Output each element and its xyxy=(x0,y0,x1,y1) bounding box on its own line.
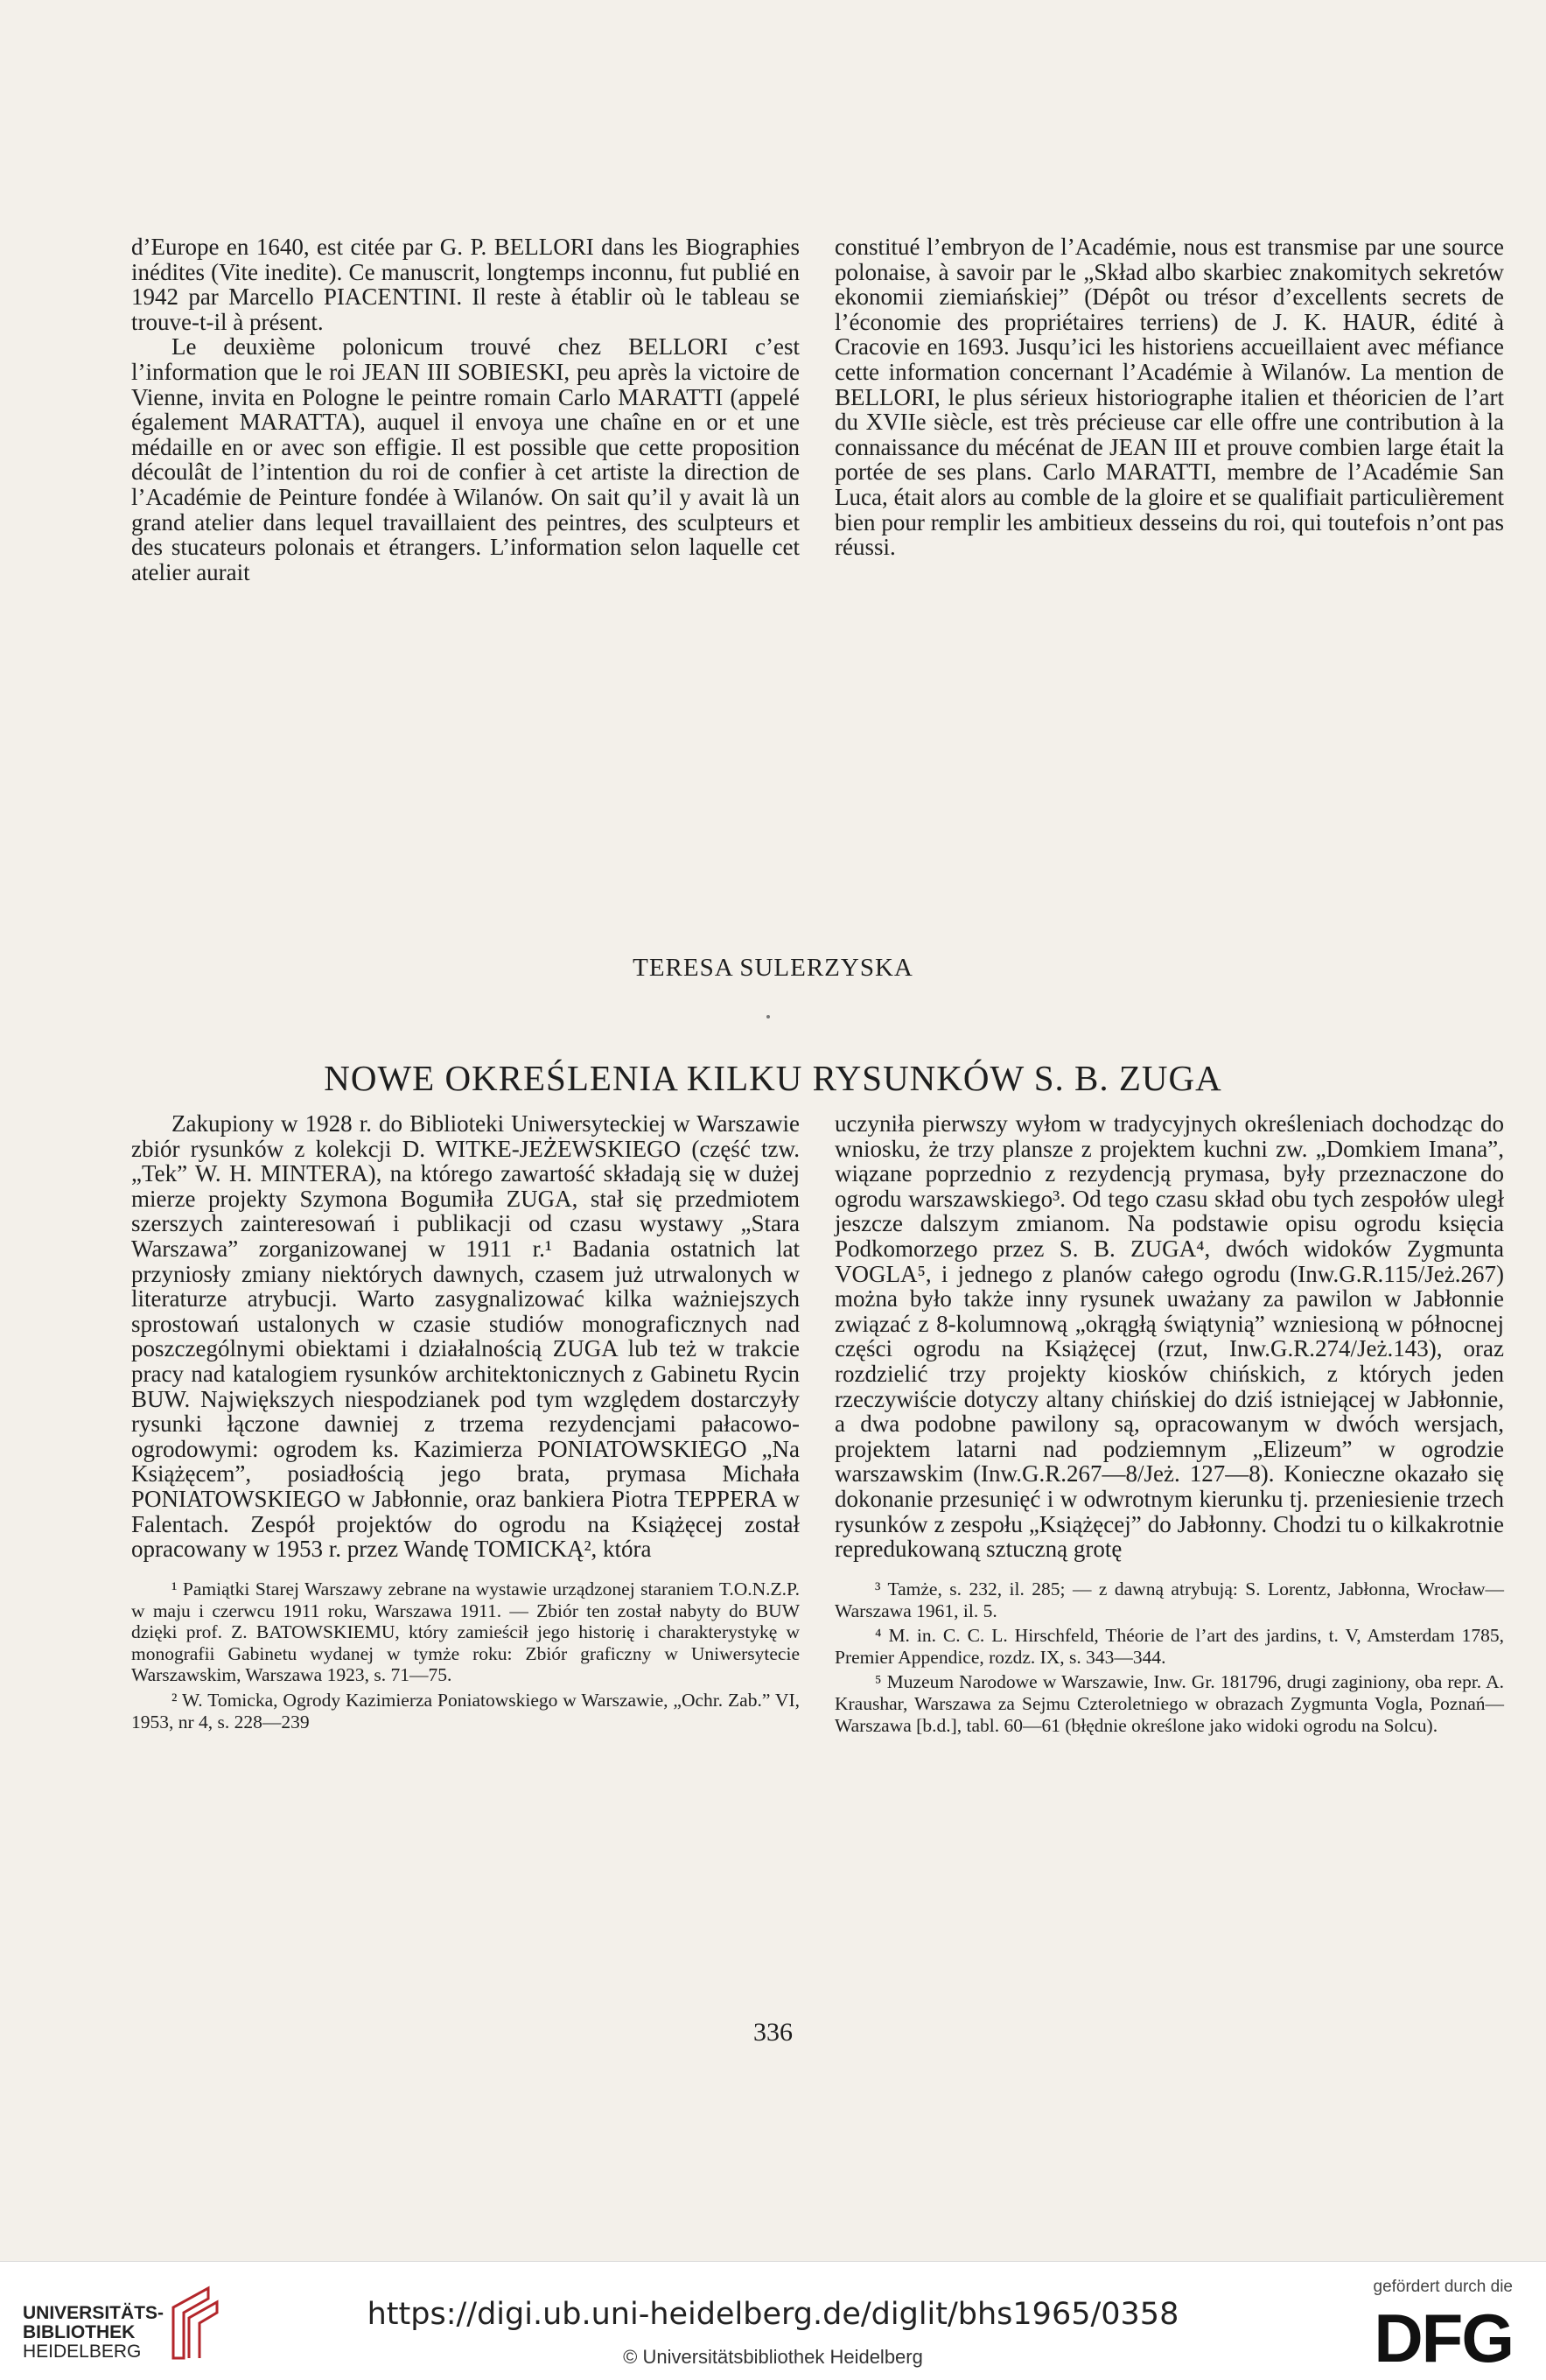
paragraph: Le deuxième polonicum trouvé chez BELLORI c’est l’information que le roi JEAN III SOBIESKI, peu après la victoire de Vienne, invita en Pologne le peintre romain Carlo MARATTI (appelé également MARATTA), auquel il envoya une chaîne en or et une médaille en or avec son effigie. Il est possible que cette proposition découlât de l’intention du roi de confier à cet artiste la direction de l’Académie de Peinture fondée à Wilanów. On sait qu’il y avait là un grand atelier dans lequel travaillaient des peintres, des sculpteurs et des stucateurs polonais et étrangers. L’information selon laquelle cet atelier aurait xyxy=(131,333,800,585)
footnote: ⁴ M. in. C. C. L. Hirschfeld, Théorie de l’art des jardins, t. V, Amsterdam 1785, Premier Appendice, rozdz. IX, s. 343—344. xyxy=(835,1625,1504,1668)
institution-line: BIBLIOTHEK xyxy=(23,2322,136,2342)
institution-line: HEIDELBERG xyxy=(23,2342,142,2362)
footnote: ⁵ Muzeum Narodowe w Warszawie, Inw. Gr. 181796, drugi zaginiony, oba repr. A. Kraushar, Warszawa za Sejmu Czteroletniego w obrazach Zygmunta Vogla, Poznań—Warszawa [b.d.], tabl. 60—61 (błędnie określone jako widoki ogrodu na Solcu). xyxy=(835,1671,1504,1736)
top-right-column xyxy=(835,234,1504,560)
paragraph: Zakupiony w 1928 r. do Biblioteki Uniwersyteckiej w Warszawie zbiór rysunków z kolekcji D. WITKE-JEŻEWSKIEGO (część tzw. „Tek” W. H. MINTERA), na którego zawartość składają się w dużej mierze projekty Szymona Bogumiła ZUGA, stał się przedmiotem szerszych zainteresowań i publikacji od czasu wystawy „Stara Warszawa” zorganizowanej w 1911 r.¹ Badania ostatnich lat przyniosły zmiany niektórych dawnych, czasem już utrwalonych w literaturze atrybucji. Warto zasygnalizować kilka ważniejszych sprostowań ustalonych w czasie studiów monograficznych nad poszczególnymi obiektami i działalnością ZUGA lub też w trakcie pracy nad katalogiem rysunków architektonicznych z Gabinetu Rycin BUW. Największych niespodzianek pod tym względem dostarczyły rysunki łączone dawniej z trzema rezydencjami pałacowo-ogrodowymi: ogrodem ks. Kazimierza PONIATOWSKIEGO „Na Książęcem”, posiadłością jego brata, prymasa Michała PONIATOWSKIEGO w Jabłonnie, oraz bankiera Piotra TEPPERA w Falentach. Zespół projektów do ogrodu na Książęcej został opracowany w 1953 r. przez Wandę TOMICKĄ², która xyxy=(131,1110,800,1563)
footnote: ² W. Tomicka, Ogrody Kazimierza Poniatowskiego w Warszawie, „Ochr. Zab.” VI, 1953, nr 4, s. 228—239 xyxy=(131,1689,800,1732)
footer-bar xyxy=(0,2261,1546,2380)
body-right-column xyxy=(835,1111,1504,1562)
article-title: NOWE OKREŚLENIA KILKU RYSUNKÓW S. B. ZUGA xyxy=(324,1058,1222,1098)
footnotes-right xyxy=(835,1578,1504,1740)
paragraph: d’Europe en 1640, est citée par G. P. BELLORI dans les Biographies inédites (Vite inedite). Ce manuscrit, longtemps inconnu, fut publié en 1942 par Marcello PIACENTINI. Il reste à établir où le tableau se trouve-t-il à présent. xyxy=(131,234,800,335)
institution-line: UNIVERSITÄTS- xyxy=(23,2303,164,2323)
footnote: ¹ Pamiątki Starej Warszawy zebrane na wystawie urządzonej staraniem T.O.N.Z.P. w maju i czerwcu 1911 roku, Warszawa 1911. — Zbiór ten został nabyty do BUW dzięki prof. Z. BATOWSKIEMU, który zamieścił jego historię i charakterystykę w monografii Gabinetu wydanej w tymże roku: Zbiór graficzny w Uniwersytecie Warszawskim, Warszawa 1923, s. 71—75. xyxy=(131,1578,800,1686)
page-number: 336 xyxy=(753,2018,793,2047)
sponsor-note: gefördert durch die xyxy=(1373,2278,1513,2296)
paragraph: constitué l’embryon de l’Académie, nous est transmise par une source polonaise, à savoir par le „Skład albo skarbiec znakomitych sekretów ekonomii ziemiańskiej” (Dépôt ou trésor d’excellents secrets de l’économie des propriétaires terriens) de J. K. HAUR, édité à Cracovie en 1693. Jusqu’ici les historiens accueillaient avec méfiance cette information concernant l’Académie à Wilanów. La mention de BELLORI, le plus sérieux historiographe italien et théoricien de l’art du XVIIe siècle, est très précieuse car elle offre une contribution à la connaissance du mécénat de JEAN III et prouve combien large était la portée de ses plans. Carlo MARATTI, membre de l’Académie San Luca, était alors au comble de la gloire et se qualifiait particulièrement bien pour remplir les ambitieux desseins du roi, qui toutefois n’ont pas réussi. xyxy=(835,234,1504,561)
footnote: ³ Tamże, s. 232, il. 285; — z dawną atrybują: S. Lorentz, Jabłonna, Wrocław—Warszawa 1961, il. 5. xyxy=(835,1578,1504,1621)
article-author: TERESA SULERZYSKA xyxy=(633,954,913,982)
body-left-column xyxy=(131,1111,800,1562)
dfg-logo: DFG xyxy=(1374,2300,1513,2376)
copyright-text: © Universitätsbibliothek Heidelberg xyxy=(623,2346,923,2368)
footnotes-left xyxy=(131,1578,800,1736)
top-left-column xyxy=(131,234,800,584)
paragraph: uczyniła pierwszy wyłom w tradycyjnych określeniach dochodząc do wniosku, że trzy plansze z projektem kuchni zw. „Domkiem Imana”, wiązane poprzednio z rezydencją prymasa, były przeznaczone do ogrodu warszawskiego³. Od tego czasu skład obu tych zespołów uległ jeszcze dalszym zmianom. Na podstawie opisu ogrodu księcia Podkomorzego przez S. B. ZUGA⁴, dwóch widoków Zygmunta VOGLA⁵, i jednego z planów całego ogrodu (Inw.G.R.115/Jeż.267) można było także inny rysunek uważany za pawilon w Jabłonnie związać z 8-kolumnową „okrągłą świątynią” wzniesioną w północnej części ogrodu na Książęcej (rzut, Inw.G.R.274/Jeż.143), oraz rozdzielić trzy projekty kiosków chińskich, z których jeden rzeczywiście dotyczy altany chińskiej do dziś istniejącej w Jabłonnie, a dwa podobne pawilony są, opracowanym w dwóch wersjach, projektem latarni nad podziemnym „Elizeum” w ogrodzie warszawskim (Inw.G.R.267—8/Jeż. 127—8). Konieczne okazało się dokonanie przesunięć i w odwrotnym kierunku tj. przeniesienie trzech rysunków z zespołu „Książęcej” do Jabłonny. Chodzi tu o kilkakrotnie repredukowaną sztuczną grotę xyxy=(835,1110,1504,1563)
ornament-dot xyxy=(766,1015,770,1018)
source-link[interactable]: https://digi.ub.uni-heidelberg.de/diglit/bhs1965/0358 xyxy=(367,2297,1179,2332)
